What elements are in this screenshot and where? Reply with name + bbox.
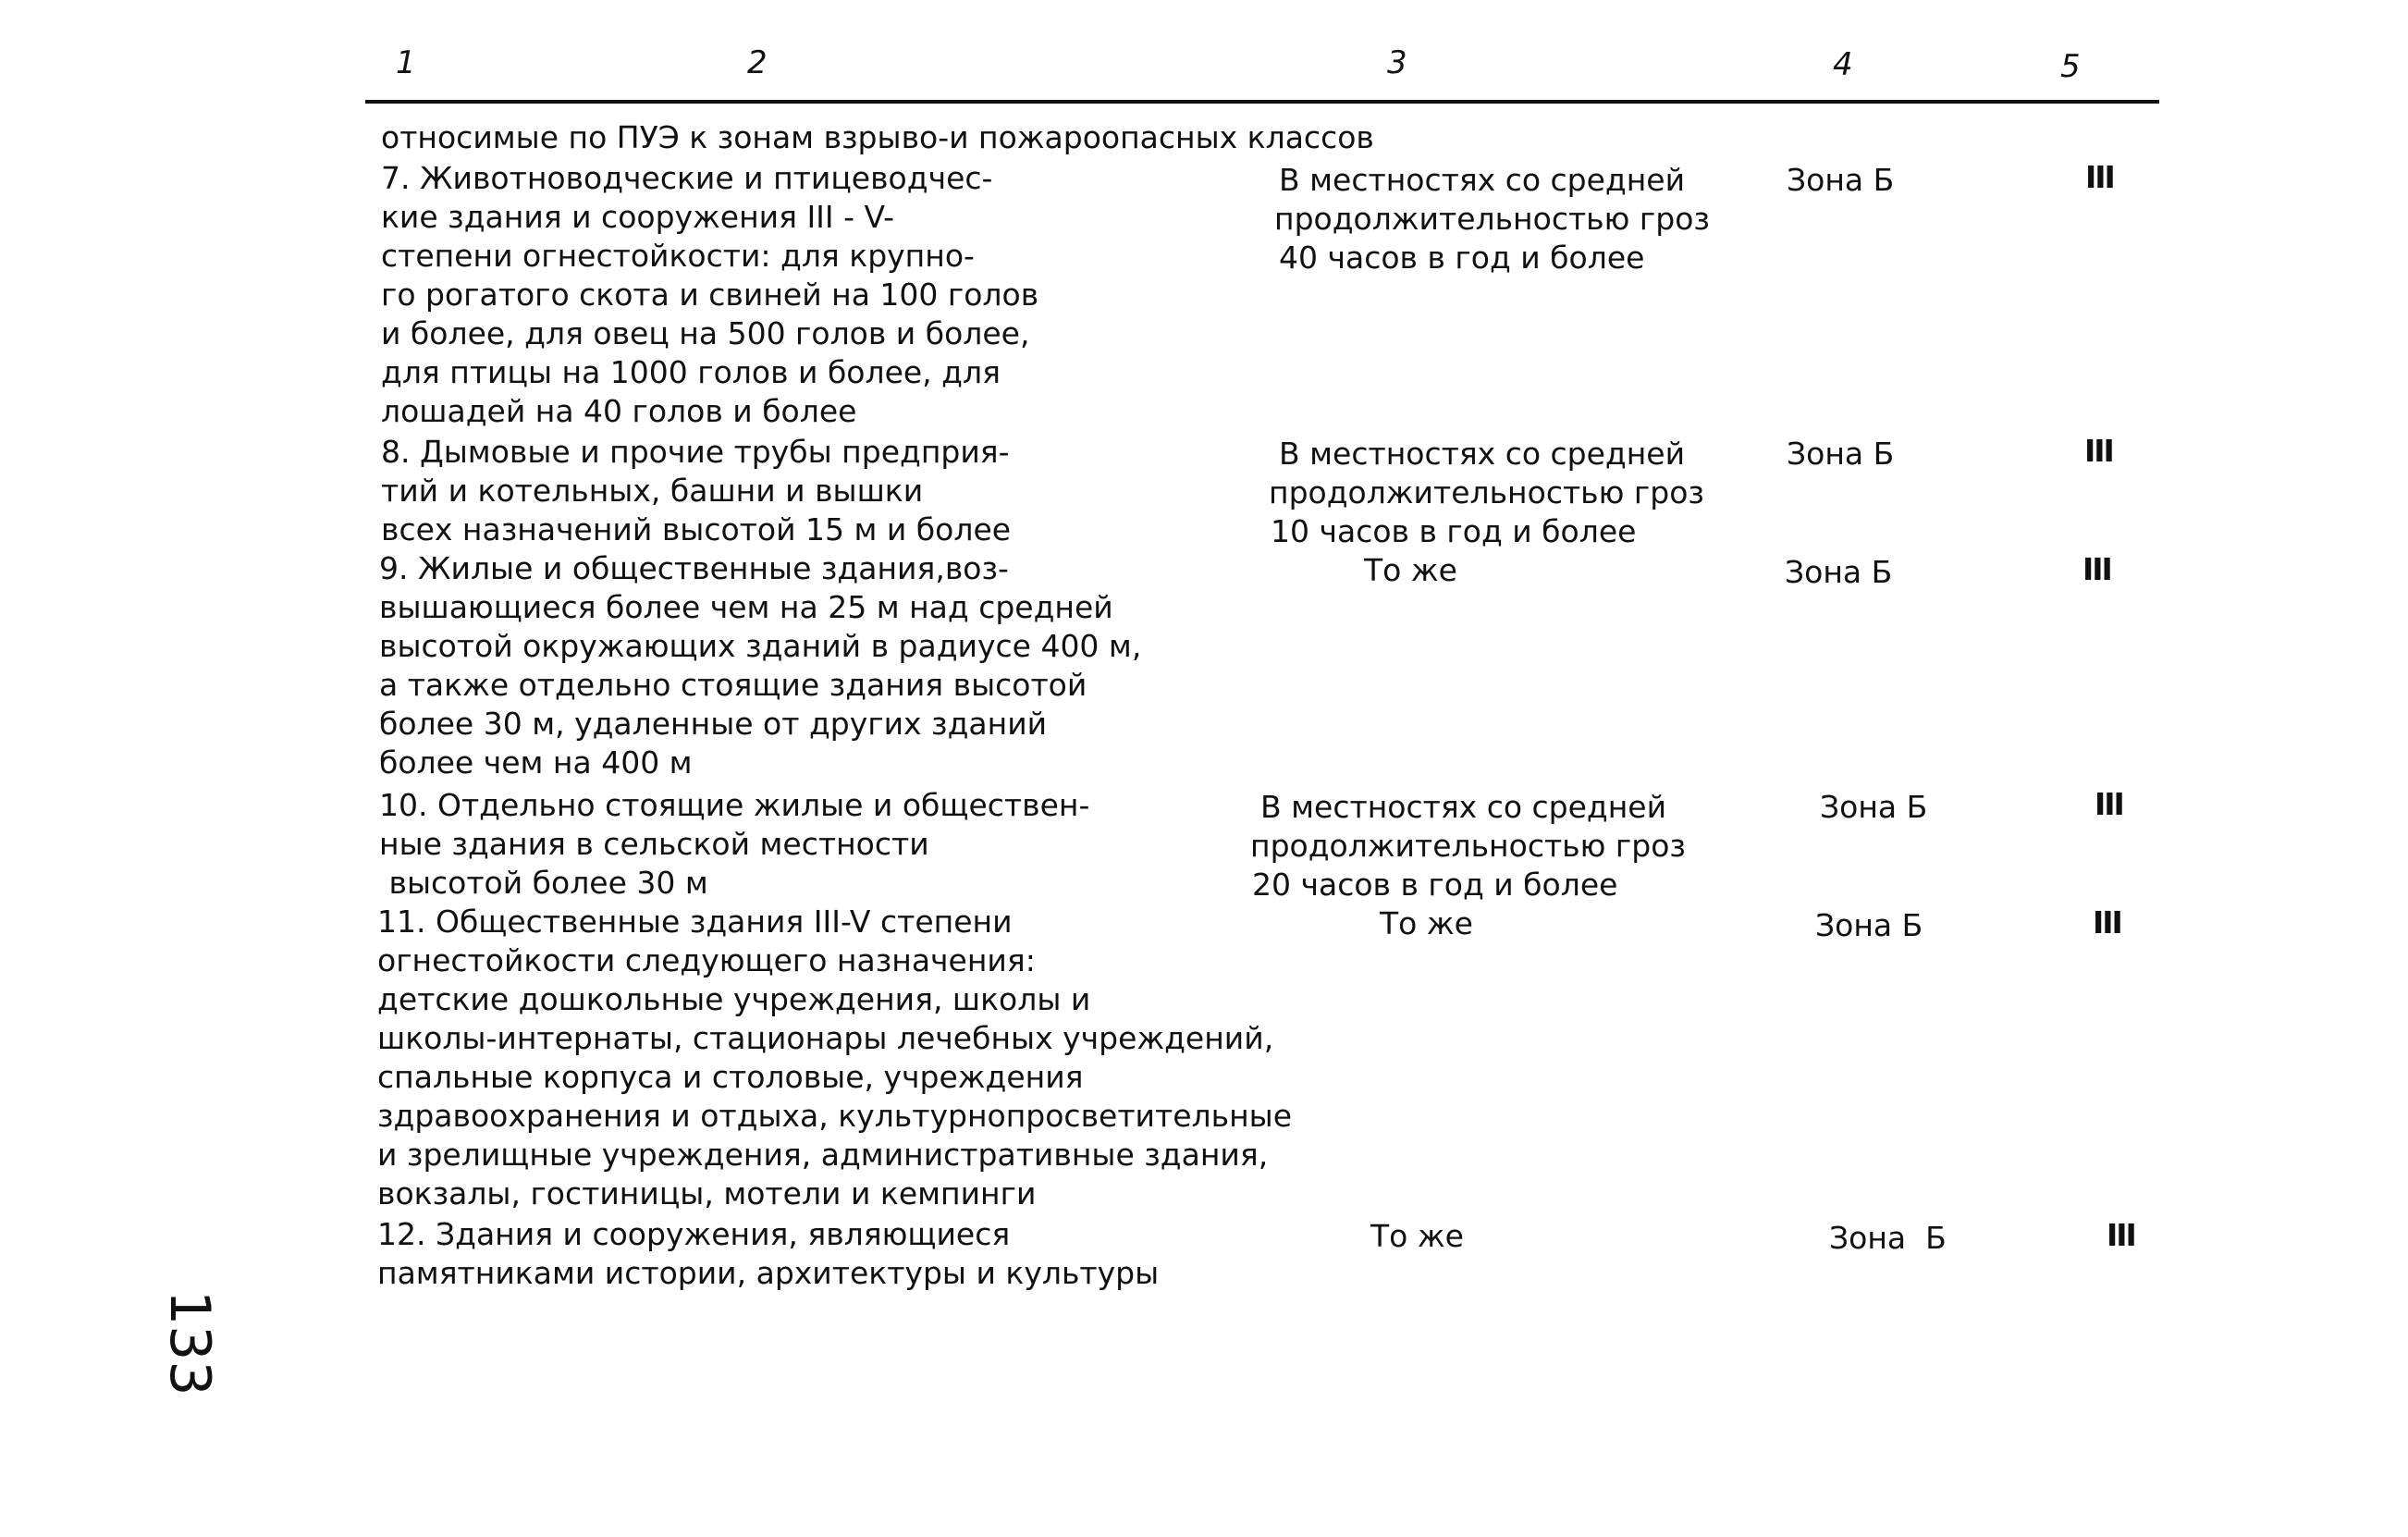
row-10-desc-line: ные здания в сельской местности: [379, 826, 929, 862]
row-8-desc-line: 8. Дымовые и прочие трубы предприя-: [381, 434, 1010, 470]
row-9-condition: То же: [1364, 552, 1457, 588]
row-9-desc-line: вышающиеся более чем на 25 м над средней: [379, 589, 1113, 625]
row-12-desc-line: памятниками истории, архитектуры и культуры: [377, 1255, 1160, 1291]
column-header-1: 1: [396, 44, 416, 81]
row-10-condition-line: 20 часов в год и более: [1252, 867, 1618, 903]
column-header-2: 2: [747, 44, 768, 81]
row-8-condition-line: продолжительностью гроз: [1269, 474, 1704, 510]
row-12-desc-line: 12. Здания и сооружения, являющиеся: [377, 1216, 1011, 1252]
row-8-desc-line: всех назначений высотой 15 м и более: [381, 511, 1012, 547]
row-9-desc-line: более чем на 400 м: [379, 744, 693, 781]
row-11-desc-line: здравоохранения и отдыха, культурнопросветительные: [377, 1098, 1293, 1134]
row-7-desc-line: лошадей на 40 голов и более: [381, 393, 857, 429]
row-11-desc-line: и зрелищные учреждения, административные здания,: [377, 1137, 1269, 1173]
row-7-desc-line: для птицы на 1000 голов и более, для: [381, 354, 1001, 390]
row-11-desc-line: школы-интернаты, стационары лечебных учреждений,: [377, 1020, 1274, 1056]
row-11-condition: То же: [1380, 905, 1473, 941]
row-12-category: III: [2107, 1217, 2135, 1253]
row-9-category: III: [2082, 551, 2111, 587]
row-12-zone: Зона Б: [1829, 1220, 1947, 1256]
row-10-zone: Зона Б: [1820, 789, 1928, 825]
page-number: 133: [157, 1290, 222, 1396]
row-11-desc-line: огнестойкости следующего назначения:: [377, 942, 1036, 978]
row-7-desc-line: го рогатого скота и свиней на 100 голов: [381, 277, 1039, 313]
row-7-condition-line: 40 часов в год и более: [1279, 240, 1645, 276]
row-10-desc-line: высотой более 30 м: [379, 865, 708, 901]
row-8-zone: Зона Б: [1787, 436, 1895, 472]
row-10-condition-line: продолжительностью гроз: [1250, 828, 1686, 864]
row-11-category: III: [2093, 904, 2121, 941]
row-10-category: III: [2095, 786, 2123, 822]
column-header-5: 5: [2060, 48, 2081, 85]
row-9-desc-line: 9. Жилые и общественные здания,воз-: [379, 550, 1009, 586]
row-7-desc-line: степени огнестойкости: для крупно-: [381, 238, 975, 274]
row-10-desc-line: 10. Отдельно стоящие жилые и обществен-: [379, 787, 1090, 823]
row-8-category: III: [2084, 433, 2113, 469]
row-11-desc-line: 11. Общественные здания III-V степени: [377, 904, 1013, 940]
continuation-text: относимые по ПУЭ к зонам взрыво-и пожароопасных классов: [381, 119, 1374, 155]
row-7-desc-line: и более, для овец на 500 голов и более,: [381, 315, 1030, 351]
row-9-desc-line: а также отдельно стоящие здания высотой: [379, 667, 1087, 703]
row-9-zone: Зона Б: [1785, 554, 1893, 590]
row-8-condition-line: 10 часов в год и более: [1271, 513, 1637, 549]
row-11-desc-line: вокзалы, гостиницы, мотели и кемпинги: [377, 1175, 1037, 1211]
row-8-condition-line: В местностях со средней: [1279, 436, 1686, 472]
row-9-desc-line: более 30 м, удаленные от других зданий: [379, 706, 1048, 742]
row-7-condition-line: В местностях со средней: [1279, 162, 1686, 198]
row-7-desc-line: 7. Животноводческие и птицеводчес-: [381, 160, 993, 196]
row-7-category: III: [2085, 159, 2114, 195]
row-11-desc-line: детские дошкольные учреждения, школы и: [377, 981, 1091, 1017]
row-10-condition-line: В местностях со средней: [1260, 789, 1667, 825]
row-7-condition-line: продолжительностью гроз: [1274, 201, 1710, 237]
row-7-zone: Зона Б: [1787, 162, 1895, 198]
row-8-desc-line: тий и котельных, башни и вышки: [381, 473, 924, 509]
header-rule: [365, 100, 2159, 104]
row-11-zone: Зона Б: [1815, 907, 1923, 943]
row-12-condition: То же: [1370, 1218, 1464, 1254]
row-11-desc-line: спальные корпуса и столовые, учреждения: [377, 1059, 1084, 1095]
column-header-3: 3: [1387, 44, 1407, 81]
row-9-desc-line: высотой окружающих зданий в радиусе 400 м,: [379, 628, 1142, 664]
row-7-desc-line: кие здания и сооружения III - V-: [381, 199, 895, 235]
column-header-4: 4: [1833, 46, 1853, 83]
